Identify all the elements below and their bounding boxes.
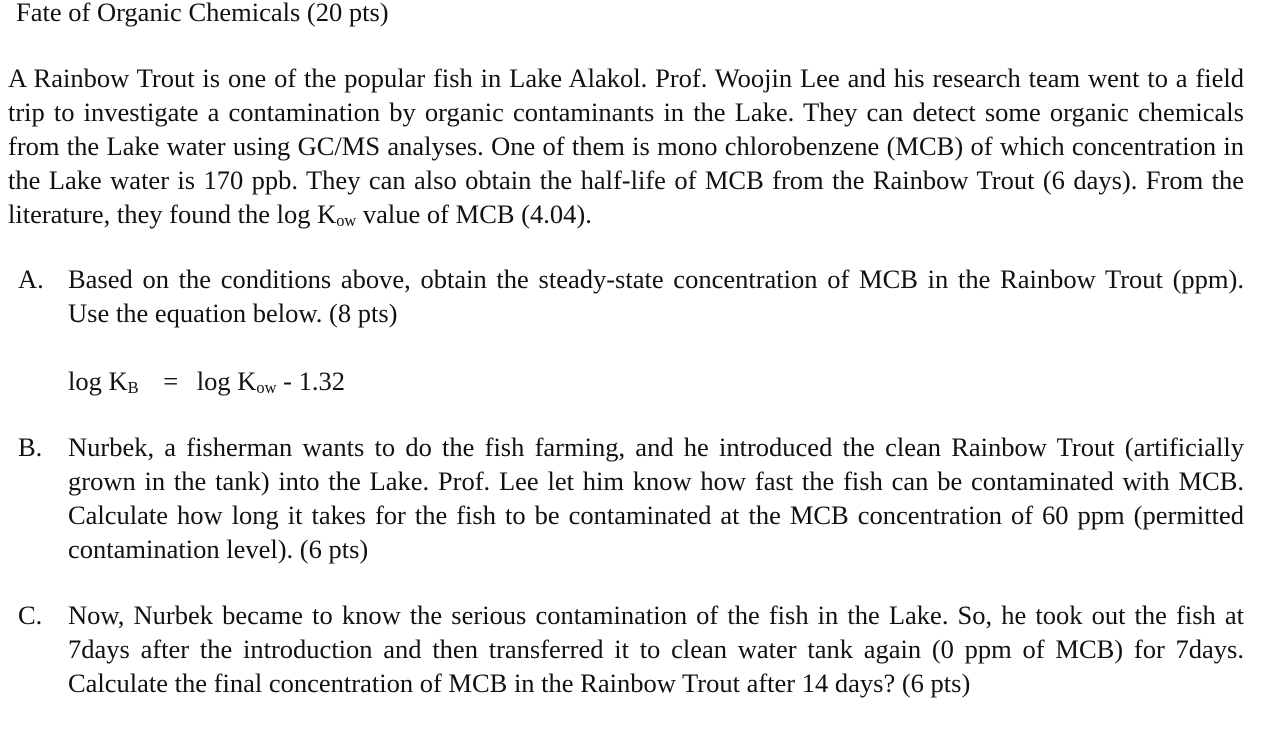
equation-lhs-subscript: B [127, 377, 139, 397]
equation-rhs: log K [196, 366, 257, 396]
equation-rhs-tail: - 1.32 [276, 366, 345, 396]
question-letter: A. [18, 264, 44, 294]
question-text: Based on the conditions above, obtain the steady-state concentration of MCB in the Rainbow Trout (ppm). Use the equation below. (8 pts) [68, 264, 1244, 328]
question-text: Nurbek, a fisherman wants to do the fish farming, and he introduced the clean Rainbow Trout (artificially grown in the tank) into the Lake. Prof. Lee let him know how fast the fish can be contaminated with MCB. Calculate how long it takes for the fish to be contaminated at the MCB concentration of 60 ppm (permitted contamination level). (6 pts) [68, 432, 1244, 564]
question-b [18, 430, 1244, 566]
intro-text-end: value of MCB (4.04). [356, 199, 592, 229]
page-title: Fate of Organic Chemicals (20 pts) [16, 0, 389, 27]
question-c [18, 598, 1244, 700]
intro-paragraph [8, 61, 1244, 231]
question-a [18, 262, 1244, 330]
kow-subscript: ow [336, 210, 357, 230]
equation-rhs-subscript: ow [256, 377, 277, 397]
question-text: Now, Nurbek became to know the serious contamination of the fish in the Lake. So, he took out the fish at 7days after the introduction and then transferred it to clean water tank again (0 ppm of MCB) for 7days. Calculate the final concentration of MCB in the Rainbow Trout after 14 days? (6 pts) [68, 600, 1244, 698]
equation [68, 364, 345, 398]
equation-lhs: log K [68, 366, 128, 396]
intro-text: A Rainbow Trout is one of the popular fish in Lake Alakol. Prof. Woojin Lee and his research team went to a field trip to investigate a contamination by organic contaminants in the Lake. They can detect some organic chemicals from the Lake water using GC/MS analyses. One of them is mono chlorobenzene (MCB) of which concentration in the Lake water is 170 ppb. They can also obtain the half-life of MCB from the Rainbow Trout (6 days). From the literature, they found the log K [8, 63, 1244, 229]
question-letter: B. [18, 432, 43, 462]
question-letter: C. [18, 600, 43, 630]
equals-sign: = [163, 366, 179, 396]
